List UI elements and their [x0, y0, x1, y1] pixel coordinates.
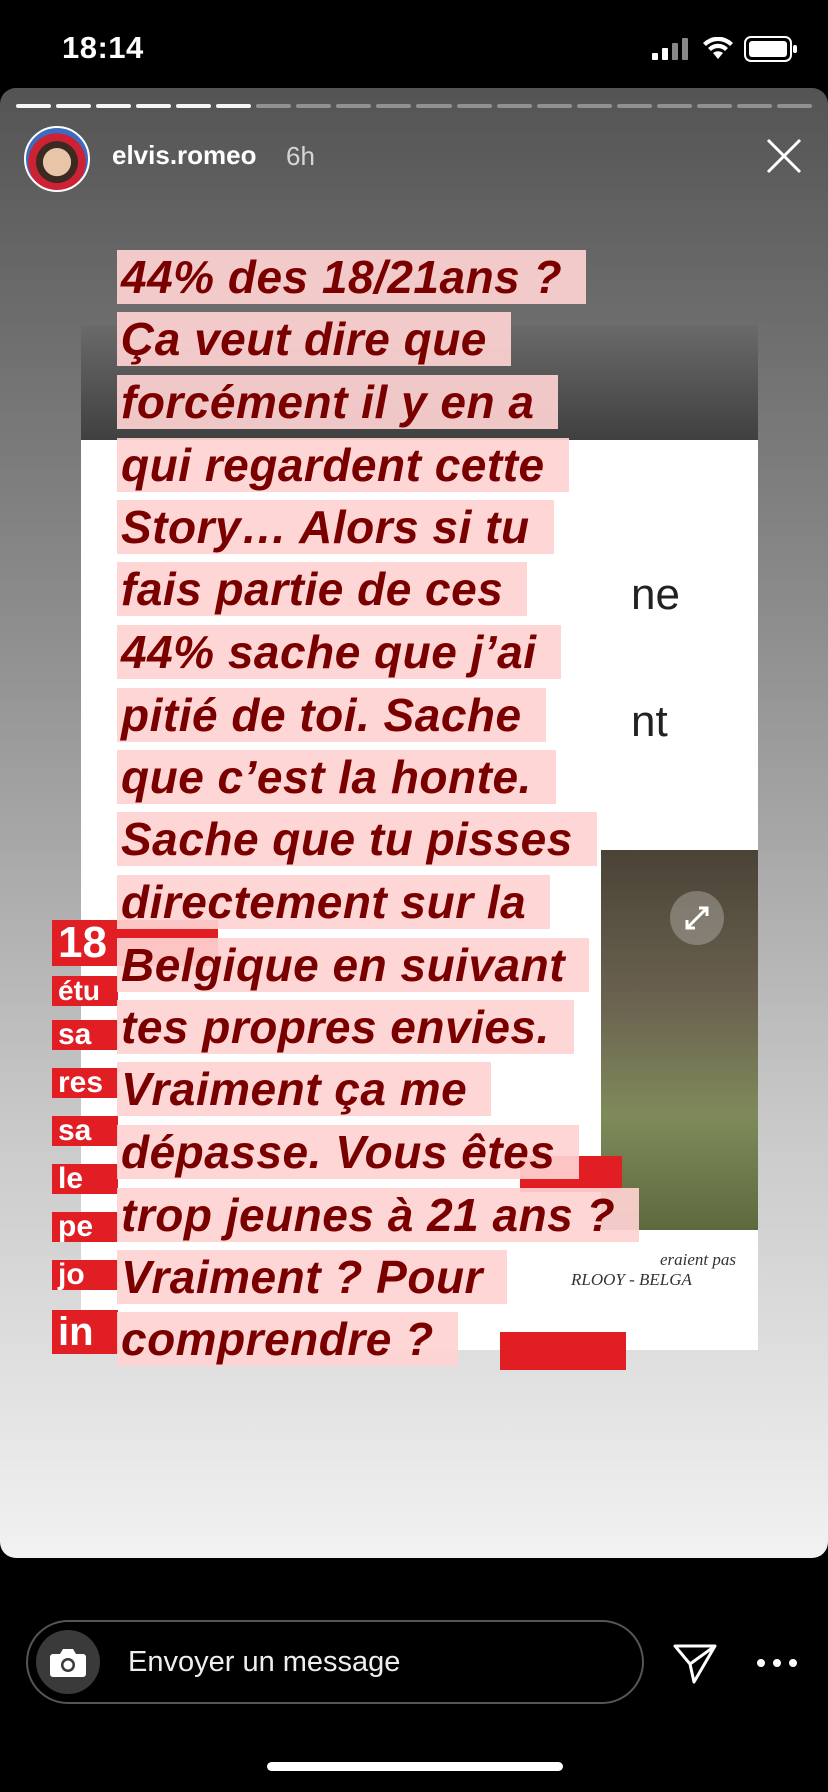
red-fragment: sa [52, 1116, 118, 1146]
story-progress-bar [16, 104, 812, 108]
progress-segment [457, 104, 492, 108]
screenshot-text-fragment: nt [631, 697, 668, 746]
progress-segment [96, 104, 131, 108]
story-username[interactable]: elvis.romeo [112, 140, 257, 170]
overlay-line: comprendre ? [117, 1312, 458, 1366]
story-viewer[interactable] [0, 88, 828, 1558]
progress-segment [176, 104, 211, 108]
overlay-line: Vraiment ? Pour [117, 1250, 507, 1304]
progress-segment [336, 104, 371, 108]
progress-segment [296, 104, 331, 108]
photo-credit: RLOOY - BELGA [571, 1270, 692, 1289]
photo-caption: eraient pas [659, 1250, 736, 1269]
progress-segment [136, 104, 171, 108]
close-icon[interactable] [762, 134, 806, 178]
overlay-line: trop jeunes à 21 ans ? [117, 1188, 639, 1242]
progress-segment [497, 104, 532, 108]
screenshot-text-fragment: ne [631, 570, 680, 619]
message-input[interactable]: Envoyer un message [128, 1646, 401, 1678]
status-icons [652, 36, 798, 62]
overlay-line: que c’est la honte. [117, 750, 556, 804]
status-bar [0, 0, 828, 90]
expand-icon [669, 890, 725, 946]
progress-segment [577, 104, 612, 108]
progress-segment [416, 104, 451, 108]
home-indicator[interactable] [267, 1762, 563, 1771]
progress-segment [537, 104, 572, 108]
overlay-line: dépasse. Vous êtes [117, 1125, 579, 1179]
progress-segment [657, 104, 692, 108]
camera-button[interactable] [36, 1630, 100, 1694]
more-options-icon[interactable] [752, 1640, 802, 1686]
red-fragment: étu [52, 976, 118, 1006]
progress-segment [617, 104, 652, 108]
overlay-line: forcément il y en a [117, 375, 558, 429]
overlay-line: pitié de toi. Sache [117, 688, 546, 742]
progress-segment [737, 104, 772, 108]
overlay-line: tes propres envies. [117, 1000, 574, 1054]
red-fragment: le [52, 1164, 118, 1194]
overlay-line: Ça veut dire que [117, 312, 511, 366]
red-fragment-right [500, 1332, 626, 1370]
progress-segment [256, 104, 291, 108]
progress-segment [777, 104, 812, 108]
red-fragment: jo [52, 1260, 118, 1290]
progress-segment [216, 104, 251, 108]
overlay-line: Vraiment ça me [117, 1062, 491, 1116]
cellular-signal-icon [652, 38, 692, 60]
red-fragment: in [52, 1310, 118, 1354]
overlay-line: 44% sache que j’ai [117, 625, 561, 679]
wifi-icon [702, 37, 734, 61]
overlay-line: directement sur la [117, 875, 550, 929]
status-time: 18:14 [62, 30, 144, 65]
red-headline: 18 [52, 920, 218, 966]
progress-segment [376, 104, 411, 108]
overlay-line: Story… Alors si tu [117, 500, 554, 554]
red-fragment: res [52, 1068, 118, 1098]
story-time-ago: 6h [286, 141, 315, 171]
avatar[interactable] [24, 126, 90, 192]
send-direct-icon[interactable] [672, 1640, 718, 1686]
overlay-line: 44% des 18/21ans ? [117, 250, 586, 304]
red-fragment: pe [52, 1212, 118, 1242]
progress-segment [56, 104, 91, 108]
overlay-line: qui regardent cette [117, 438, 569, 492]
progress-segment [697, 104, 732, 108]
progress-segment [16, 104, 51, 108]
overlay-line: Sache que tu pisses [117, 812, 597, 866]
red-fragment: sa [52, 1020, 118, 1050]
camera-icon [49, 1646, 87, 1678]
battery-icon [744, 36, 798, 62]
overlay-line: fais partie de ces [117, 562, 527, 616]
message-composer[interactable] [26, 1620, 644, 1704]
overlay-line: Belgique en suivant [117, 938, 589, 992]
